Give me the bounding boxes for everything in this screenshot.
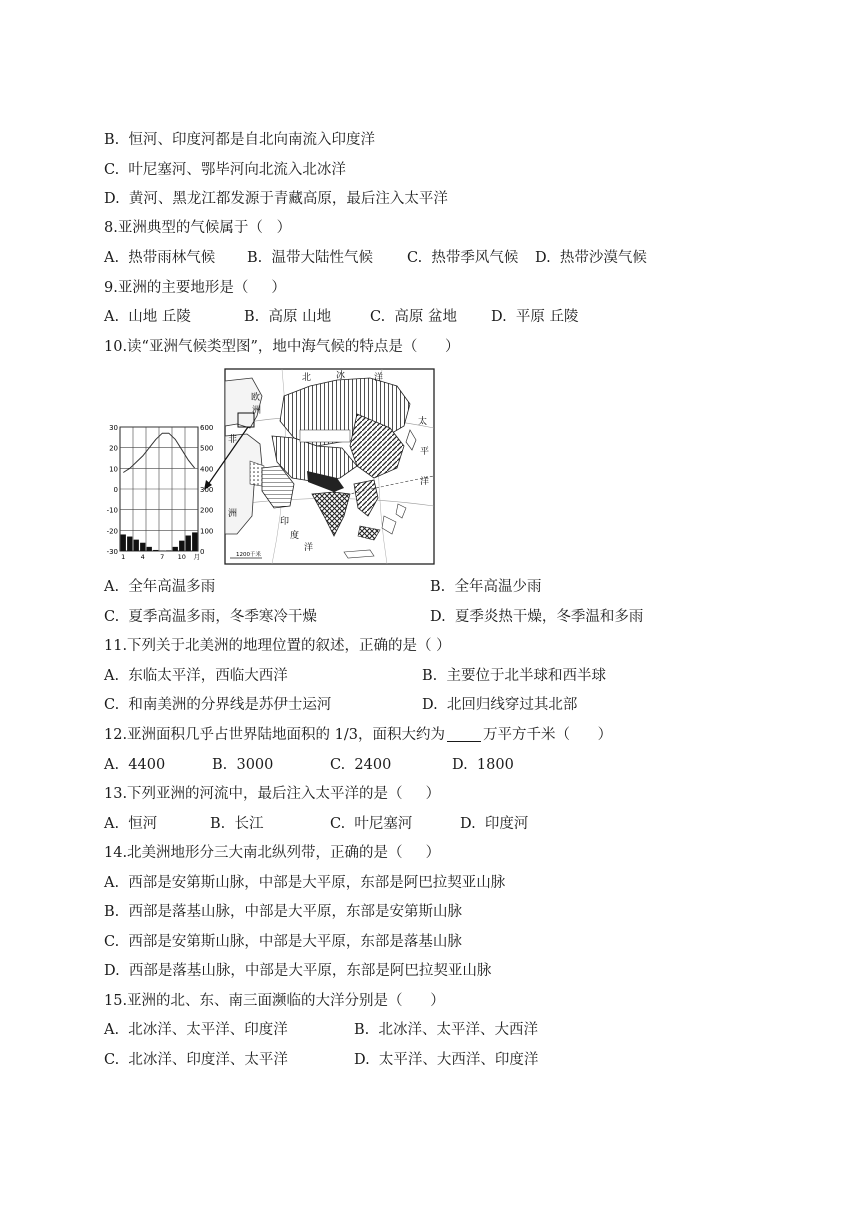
asia-map	[204, 369, 434, 564]
map-label-indian-1: 印	[280, 517, 290, 527]
precip-tick-label: 400	[200, 465, 214, 474]
precip-tick-label: 500	[200, 444, 214, 453]
precip-tick-label: 200	[200, 506, 214, 515]
q14-option-d: D. 西部是落基山脉，中部是大平原，东部是阿巴拉契亚山脉	[104, 963, 492, 979]
q14-option-b: B. 西部是落基山脉，中部是大平原，东部是安第斯山脉	[104, 904, 462, 920]
climate-chart	[107, 424, 214, 561]
q14-stem: 14.北美洲地形分三大南北纵列带，正确的是（ ）	[104, 845, 441, 861]
q10-option-c: C. 夏季高温多雨，冬季寒冷干燥	[104, 609, 317, 625]
map-label-pacific-1: 太	[418, 417, 428, 427]
precip-bar	[166, 550, 171, 551]
precip-bar	[121, 534, 126, 551]
temp-tick-label: 0	[113, 486, 118, 494]
map-label-north: 北	[302, 373, 312, 383]
q15-option-b: B. 北冰洋、太平洋、大西洋	[354, 1022, 538, 1038]
q15-option-a: A. 北冰洋、太平洋、印度洋	[104, 1022, 288, 1038]
q11-option-d: D. 北回归线穿过其北部	[422, 697, 578, 713]
q9-option-b: B. 高原 山地	[244, 309, 332, 325]
q10-options-row2	[104, 607, 644, 627]
q10-option-d: D. 夏季炎热干燥，冬季温和多雨	[430, 609, 644, 625]
precip-bar	[147, 547, 152, 551]
q9-stem: 9.亚洲的主要地形是（ ）	[104, 280, 286, 296]
map-label-africa-2: 洲	[228, 509, 238, 519]
q14-option-c: C. 西部是安第斯山脉，中部是大平原，东部是落基山脉	[104, 934, 462, 950]
map-label-africa-1: 非	[228, 435, 238, 445]
q11-option-c: C. 和南美洲的分界线是苏伊士运河	[104, 697, 332, 713]
map-label-europe-1: 欧	[251, 393, 261, 403]
map-label-pacific-2: 平	[420, 447, 430, 457]
q15-options-row2	[104, 1050, 539, 1070]
precip-bar	[186, 536, 191, 552]
q13-option-b: B. 长江	[210, 816, 264, 832]
q10-stem: 10.读“亚洲气候类型图”，地中海气候的特点是（ ）	[104, 339, 460, 355]
q11-stem: 11.下列关于北美洲的地理位置的叙述，正确的是（ ）	[104, 638, 451, 654]
q13-option-c: C. 叶尼塞河	[330, 816, 413, 832]
q12-stem	[104, 725, 612, 745]
q12-option-a: A. 4400	[104, 757, 166, 773]
q15-option-d: D. 太平洋、大西洋、印度洋	[354, 1052, 539, 1068]
temp-tick-label: 30	[109, 424, 118, 432]
month-tick-label: 4	[140, 553, 145, 561]
q10-option-b: B. 全年高温少雨	[430, 579, 542, 595]
q9-option-d: D. 平原 丘陵	[491, 309, 579, 325]
precip-bar	[179, 541, 184, 551]
q8-option-b: B. 温带大陆性气候	[247, 250, 373, 266]
q7-option-b: B. 恒河、印度河都是自北向南流入印度洋	[104, 132, 375, 148]
q11-option-b: B. 主要位于北半球和西半球	[422, 668, 606, 684]
precip-tick-label: 600	[200, 424, 214, 432]
q7-option-d: D. 黄河、黑龙江都发源于青藏高原，最后注入太平洋	[104, 191, 448, 207]
q10-options-row1	[104, 577, 542, 597]
q8-option-c: C. 热带季风气候	[407, 250, 519, 266]
q11-options-row1	[104, 666, 606, 686]
map-label-europe-2: 洲	[252, 406, 262, 416]
precip-bar	[127, 537, 132, 551]
precip-bar	[140, 543, 145, 551]
precip-bar	[153, 550, 158, 551]
map-label-indian-2: 度	[290, 531, 300, 541]
month-tick-label: 1	[121, 553, 126, 561]
q13-options	[104, 814, 529, 834]
q11-options-row2	[104, 695, 578, 715]
q8-stem: 8.亚洲典型的气候属于（ ）	[104, 220, 292, 236]
q13-stem: 13.下列亚洲的河流中，最后注入太平洋的是（ ）	[104, 786, 441, 802]
map-label-indian-3: 洋	[304, 543, 314, 553]
month-tick-label: 7	[160, 553, 165, 561]
asia-climate-figure	[106, 366, 440, 566]
precip-bar	[134, 540, 139, 551]
q9-option-c: C. 高原 盆地	[370, 309, 458, 325]
q10-option-a: A. 全年高温多雨	[104, 579, 216, 595]
q12-option-b: B. 3000	[212, 757, 274, 773]
q14-option-a: A. 西部是安第斯山脉，中部是大平原，东部是阿巴拉契亚山脉	[104, 875, 506, 891]
temp-tick-label: 20	[109, 444, 118, 453]
precip-tick-label: 300	[200, 486, 214, 494]
q12-stem-post: 万平方千米（ ）	[483, 727, 613, 743]
q7-option-c: C. 叶尼塞河、鄂毕河向北流入北冰洋	[104, 162, 346, 178]
map-scale-label: 1200千米	[236, 552, 261, 558]
q8-option-a: A. 热带雨林气候	[104, 250, 216, 266]
q15-stem: 15.亚洲的北、东、南三面濒临的大洋分别是（ ）	[104, 993, 445, 1009]
q12-answer-blank	[447, 727, 481, 742]
q12-option-c: C. 2400	[330, 757, 392, 773]
precip-bar	[173, 547, 178, 551]
month-tick-label: 10	[177, 553, 186, 561]
map-label-pacific-3: 洋	[420, 477, 430, 487]
temp-tick-label: 10	[109, 465, 118, 474]
q13-option-a: A. 恒河	[104, 816, 158, 832]
q8-options	[104, 248, 647, 268]
map-label-arctic-ocean: 洋	[374, 373, 384, 383]
temp-tick-label: -20	[106, 527, 118, 536]
temp-tick-label: -30	[106, 548, 118, 556]
precip-bar	[192, 532, 197, 551]
q13-option-d: D. 印度河	[460, 816, 529, 832]
q15-options-row1	[104, 1020, 538, 1040]
q12-stem-pre: 12.亚洲面积几乎占世界陆地面积的 1/3，面积大约为	[104, 727, 446, 743]
q8-option-d: D. 热带沙漠气候	[535, 250, 647, 266]
temp-tick-label: -10	[106, 506, 118, 515]
q12-option-d: D. 1800	[452, 757, 514, 773]
q11-option-a: A. 东临太平洋，西临大西洋	[104, 668, 288, 684]
month-tick-label: 月	[193, 553, 200, 561]
q9-option-a: A. 山地 丘陵	[104, 309, 191, 325]
precip-tick-label: 100	[200, 527, 214, 536]
precip-tick-label: 0	[200, 548, 205, 556]
q15-option-c: C. 北冰洋、印度洋、太平洋	[104, 1052, 288, 1068]
q9-options	[104, 307, 579, 327]
q12-options	[104, 755, 514, 775]
map-label-ice: 冰	[336, 371, 346, 381]
